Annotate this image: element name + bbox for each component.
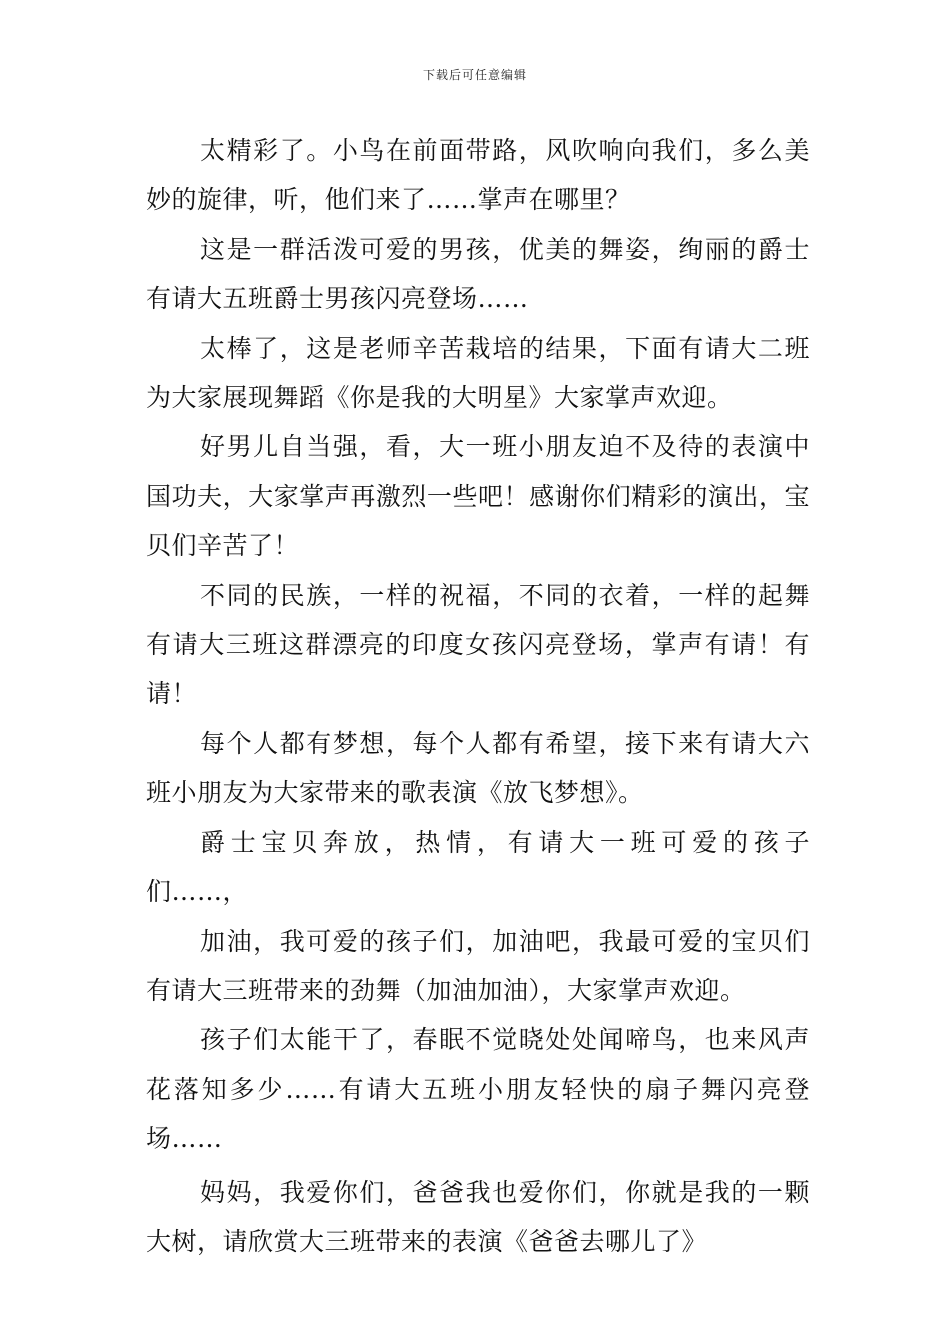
paragraph: 好男儿自当强，看，大一班小朋友迫不及待的表演中国功夫，大家掌声再激烈一些吧！感谢你们精彩的演出，宝贝们辛苦了！ <box>146 432 810 561</box>
paragraph: 加油，我可爱的孩子们，加油吧，我最可爱的宝贝们有请大三班带来的劲舞（加油加油），大家掌声欢迎。 <box>146 926 810 1005</box>
paragraph: 妈妈，我爱你们，爸爸我也爱你们，你就是我的一颗大树，请欣赏大三班带来的表演《爸爸去哪儿了》 <box>146 1177 810 1256</box>
paragraph: 每个人都有梦想，每个人都有希望，接下来有请大六班小朋友为大家带来的歌表演《放飞梦想》。 <box>146 728 810 808</box>
paragraph: 这是一群活泼可爱的男孩，优美的舞姿，绚丽的爵士有请大五班爵士男孩闪亮登场…… <box>146 234 810 314</box>
document-body <box>146 126 810 1266</box>
paragraph: 爵士宝贝奔放，热情，有请大一班可爱的孩子们……， <box>146 827 810 907</box>
page-header: 下载后可任意编辑 <box>422 68 527 82</box>
paragraph: 不同的民族，一样的祝福，不同的衣着，一样的起舞有请大三班这群漂亮的印度女孩闪亮登场，掌声有请！有请！ <box>146 580 810 709</box>
paragraph: 太棒了，这是老师辛苦栽培的结果，下面有请大二班为大家展现舞蹈《你是我的大明星》大家掌声欢迎。 <box>146 333 810 413</box>
paragraph: 太精彩了。小鸟在前面带路，风吹响向我们，多么美妙的旋律，听，他们来了……掌声在哪里？ <box>146 136 810 215</box>
paragraph: 孩子们太能干了，春眠不觉晓处处闻啼鸟，也来风声花落知多少……有请大五班小朋友轻快的扇子舞闪亮登场…… <box>146 1025 810 1154</box>
